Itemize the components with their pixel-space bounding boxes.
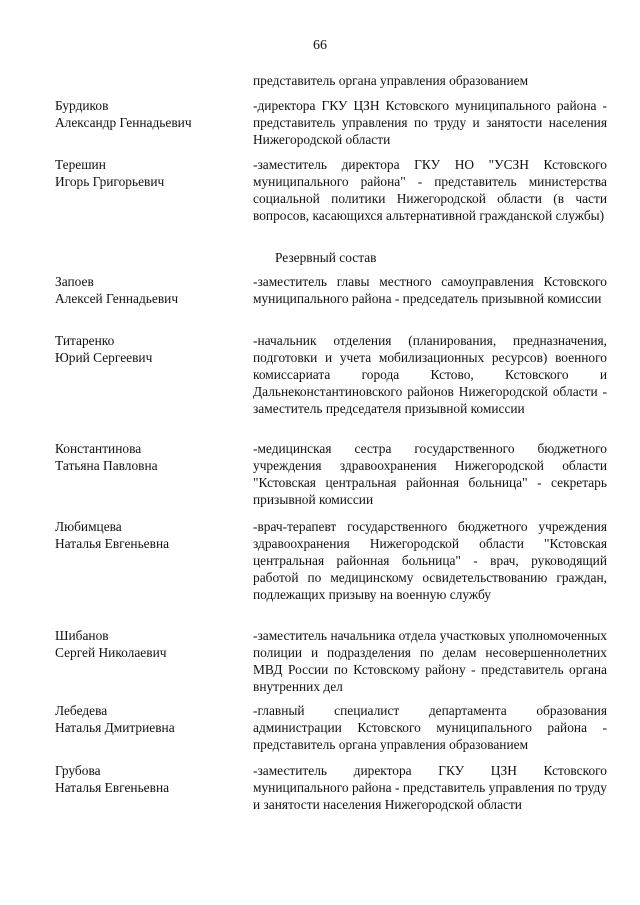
member-given-name: Сергей Николаевич — [55, 645, 167, 660]
member-role: -заместитель директора ГКУ НО "УСЗН Кстовского муниципального района" - представитель министерства социальной политики Нижегородской области (в части вопросов, касающихся альтернативной гражданской службы) — [253, 157, 607, 223]
member-name — [55, 440, 245, 474]
member-given-name: Александр Геннадьевич — [55, 115, 192, 130]
member-surname: Грубова — [55, 763, 101, 778]
member-name — [55, 332, 245, 366]
member-name — [55, 762, 245, 796]
member-given-name: Наталья Дмитриевна — [55, 720, 175, 735]
member-surname: Титаренко — [55, 333, 115, 348]
page-number: 66 — [313, 38, 327, 53]
member-surname: Константинова — [55, 441, 142, 456]
member-name — [55, 273, 245, 307]
member-surname: Шибанов — [55, 628, 109, 643]
member-role: -врач-терапевт государственного бюджетного учреждения здравоохранения Нижегородской области "Кстовская центральная районная больница" - врач, руководящий работой по медицинскому освидетельствованию граждан, подлежащих призыву на военную службу — [253, 519, 607, 602]
member-given-name: Наталья Евгеньевна — [55, 536, 170, 551]
member-role: -заместитель начальника отдела участковых уполномоченных полиции и подразделения по делам несовершеннолетних МВД России по Кстовскому району - представитель органа внутренних дел — [253, 628, 607, 694]
reserve-heading: Резервный состав — [275, 250, 377, 265]
member-role: -медицинская сестра государственного бюджетного учреждения здравоохранения Нижегородской области "Кстовская центральная районная больница" - секретарь призывной комиссии — [253, 441, 607, 507]
member-name — [55, 627, 245, 661]
member-given-name: Алексей Геннадьевич — [55, 291, 179, 306]
member-role: -заместитель главы местного самоуправления Кстовского муниципального района - председатель призывной комиссии — [253, 274, 607, 306]
member-role: -директора ГКУ ЦЗН Кстовского муниципального района - представитель управления по труду и занятости населения Нижегородской области — [253, 98, 607, 147]
continuation-text: представитель органа управления образованием — [253, 73, 529, 88]
member-name — [55, 97, 245, 131]
member-surname: Лебедева — [55, 703, 108, 718]
member-surname: Запоев — [55, 274, 94, 289]
member-role: -главный специалист департамента образования администрации Кстовского муниципального района - представитель органа управления образованием — [253, 703, 607, 752]
member-surname: Любимцева — [55, 519, 122, 534]
member-given-name: Татьяна Павловна — [55, 458, 158, 473]
member-role: -начальник отделения (планирования, предназначения, подготовки и учета мобилизационных ресурсов) военного комиссариата города Кстово, Кстовского и Дальнеконстантиновского районов Нижегородской области - заместитель председателя призывной комиссии — [253, 333, 607, 416]
member-given-name: Наталья Евгеньевна — [55, 780, 170, 795]
member-given-name: Игорь Григорьевич — [55, 174, 165, 189]
member-surname: Бурдиков — [55, 98, 109, 113]
member-surname: Терешин — [55, 157, 106, 172]
member-name — [55, 156, 245, 190]
member-role: -заместитель директора ГКУ ЦЗН Кстовского муниципального района - представитель управления по труду и занятости населения Нижегородской области — [253, 763, 607, 812]
member-name — [55, 518, 245, 552]
member-name — [55, 702, 245, 736]
member-given-name: Юрий Сергеевич — [55, 350, 153, 365]
